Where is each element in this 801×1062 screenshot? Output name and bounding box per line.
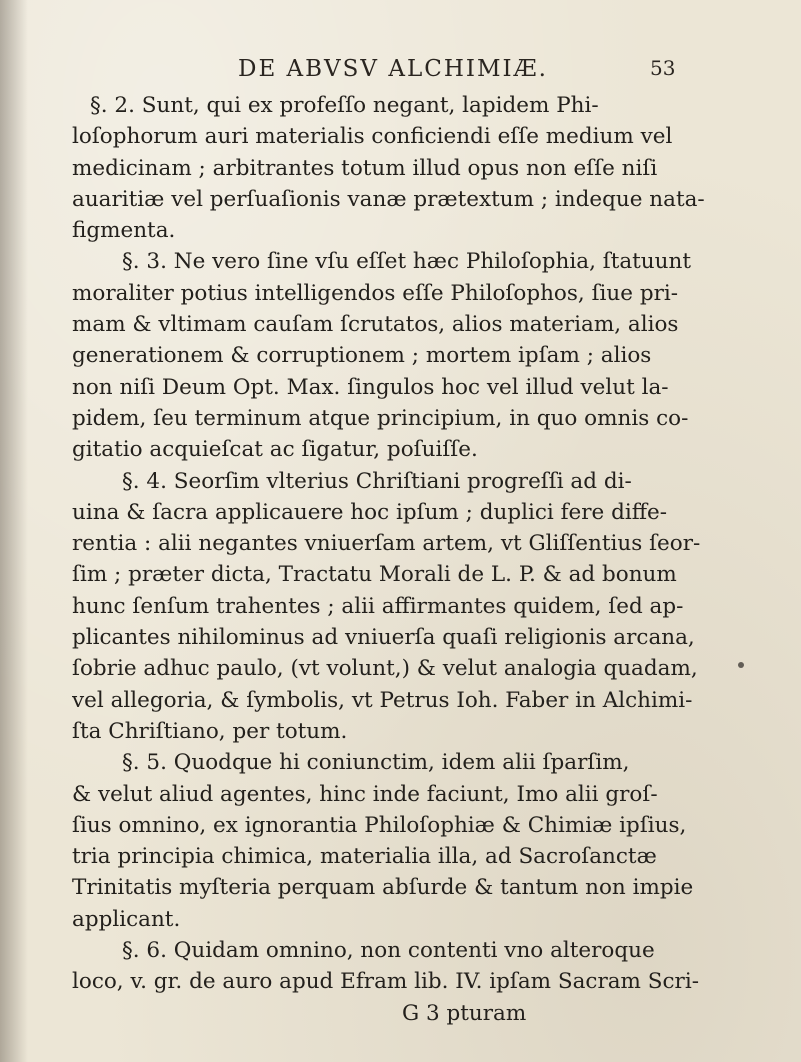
text-line: loco, v. gr. de auro apud Efram lib. IV. ipſam Sacram Scri- — [72, 969, 699, 995]
text-line: figmenta. — [72, 218, 176, 244]
text-line: generationem & corruptionem ; mortem ipſam ; alios — [72, 343, 652, 369]
text-line: §. 3. Ne vero ſine vſu eſſet hæc Philoſophia, ſtatuunt — [122, 249, 691, 275]
running-head-title: DE ABVSV ALCHIMIÆ. — [238, 56, 548, 82]
text-line: gitatio acquieſcat ac ſigatur, poſuiſſe. — [72, 437, 478, 463]
text-line: §. 5. Quodque hi coniunctim, idem alii ſparſim, — [122, 750, 630, 776]
text-line: moraliter potius intelligendos eſſe Philoſophos, ſiue pri- — [72, 280, 678, 306]
catchword-line: G 3 pturam — [402, 1000, 527, 1026]
text-line: mam & vltimam cauſam ſcrutatos, alios materiam, alios — [72, 312, 679, 338]
text-line: tria principia chimica, materialia illa, ad Sacroſanctæ — [72, 844, 657, 870]
text-line: loſophorum auri materialis conficiendi eſſe medium vel — [72, 124, 673, 150]
text-line: §. 2. Sunt, qui ex profeſſo negant, lapidem Phi- — [90, 93, 599, 118]
text-line: ſim ; præter dicta, Tractatu Morali de L. P. & ad bonum — [72, 562, 677, 588]
text-line: pidem, ſeu terminum atque principium, in quo omnis co- — [72, 405, 689, 431]
text-line: rentia : alii negantes vniuerſam artem, vt Gliſſentius ſeor- — [72, 531, 701, 557]
ink-speck — [738, 662, 744, 668]
text-line: Trinitatis myſteria perquam abſurde & tantum non impie — [72, 875, 694, 901]
text-line: ſobrie adhuc paulo, (vt volunt,) & velut analogia quadam, — [72, 656, 698, 682]
page-number: 53 — [650, 56, 676, 80]
text-line: vel allegoria, & ſymbolis, vt Petrus Ioh. Faber in Alchimi- — [72, 687, 693, 713]
body-text — [72, 90, 772, 1029]
text-line: non niſi Deum Opt. Max. ſingulos hoc vel illud velut la- — [72, 374, 669, 400]
text-line: hunc ſenſum trahentes ; alii affirmantes quidem, ſed ap- — [72, 593, 684, 619]
text-line: applicant. — [72, 906, 181, 932]
running-head — [0, 56, 801, 86]
text-line: §. 4. Seorſim vlterius Chriſtiani progreſſi ad di- — [122, 468, 632, 494]
text-line: §. 6. Quidam omnino, non contenti vno alteroque — [122, 938, 655, 964]
text-line: medicinam ; arbitrantes totum illud opus non eſſe niſi — [72, 155, 658, 181]
text-line: & velut aliud agentes, hinc inde faciunt, Imo alii groſ- — [72, 781, 658, 807]
text-line: plicantes nihilominus ad vniuerſa quaſi religionis arcana, — [72, 625, 695, 651]
page-gutter-shadow — [0, 0, 28, 1062]
text-line: ſta Chriſtiano, per totum. — [72, 718, 348, 744]
text-line: uina & ſacra applicauere hoc ipſum ; duplici fere diffe- — [72, 499, 668, 525]
text-line: auaritiæ vel perſuaſionis vanæ prætextum ; indeque nata- — [72, 186, 705, 212]
text-line: ſius omnino, ex ignorantia Philoſophiæ & Chimiæ ipſius, — [72, 812, 687, 838]
